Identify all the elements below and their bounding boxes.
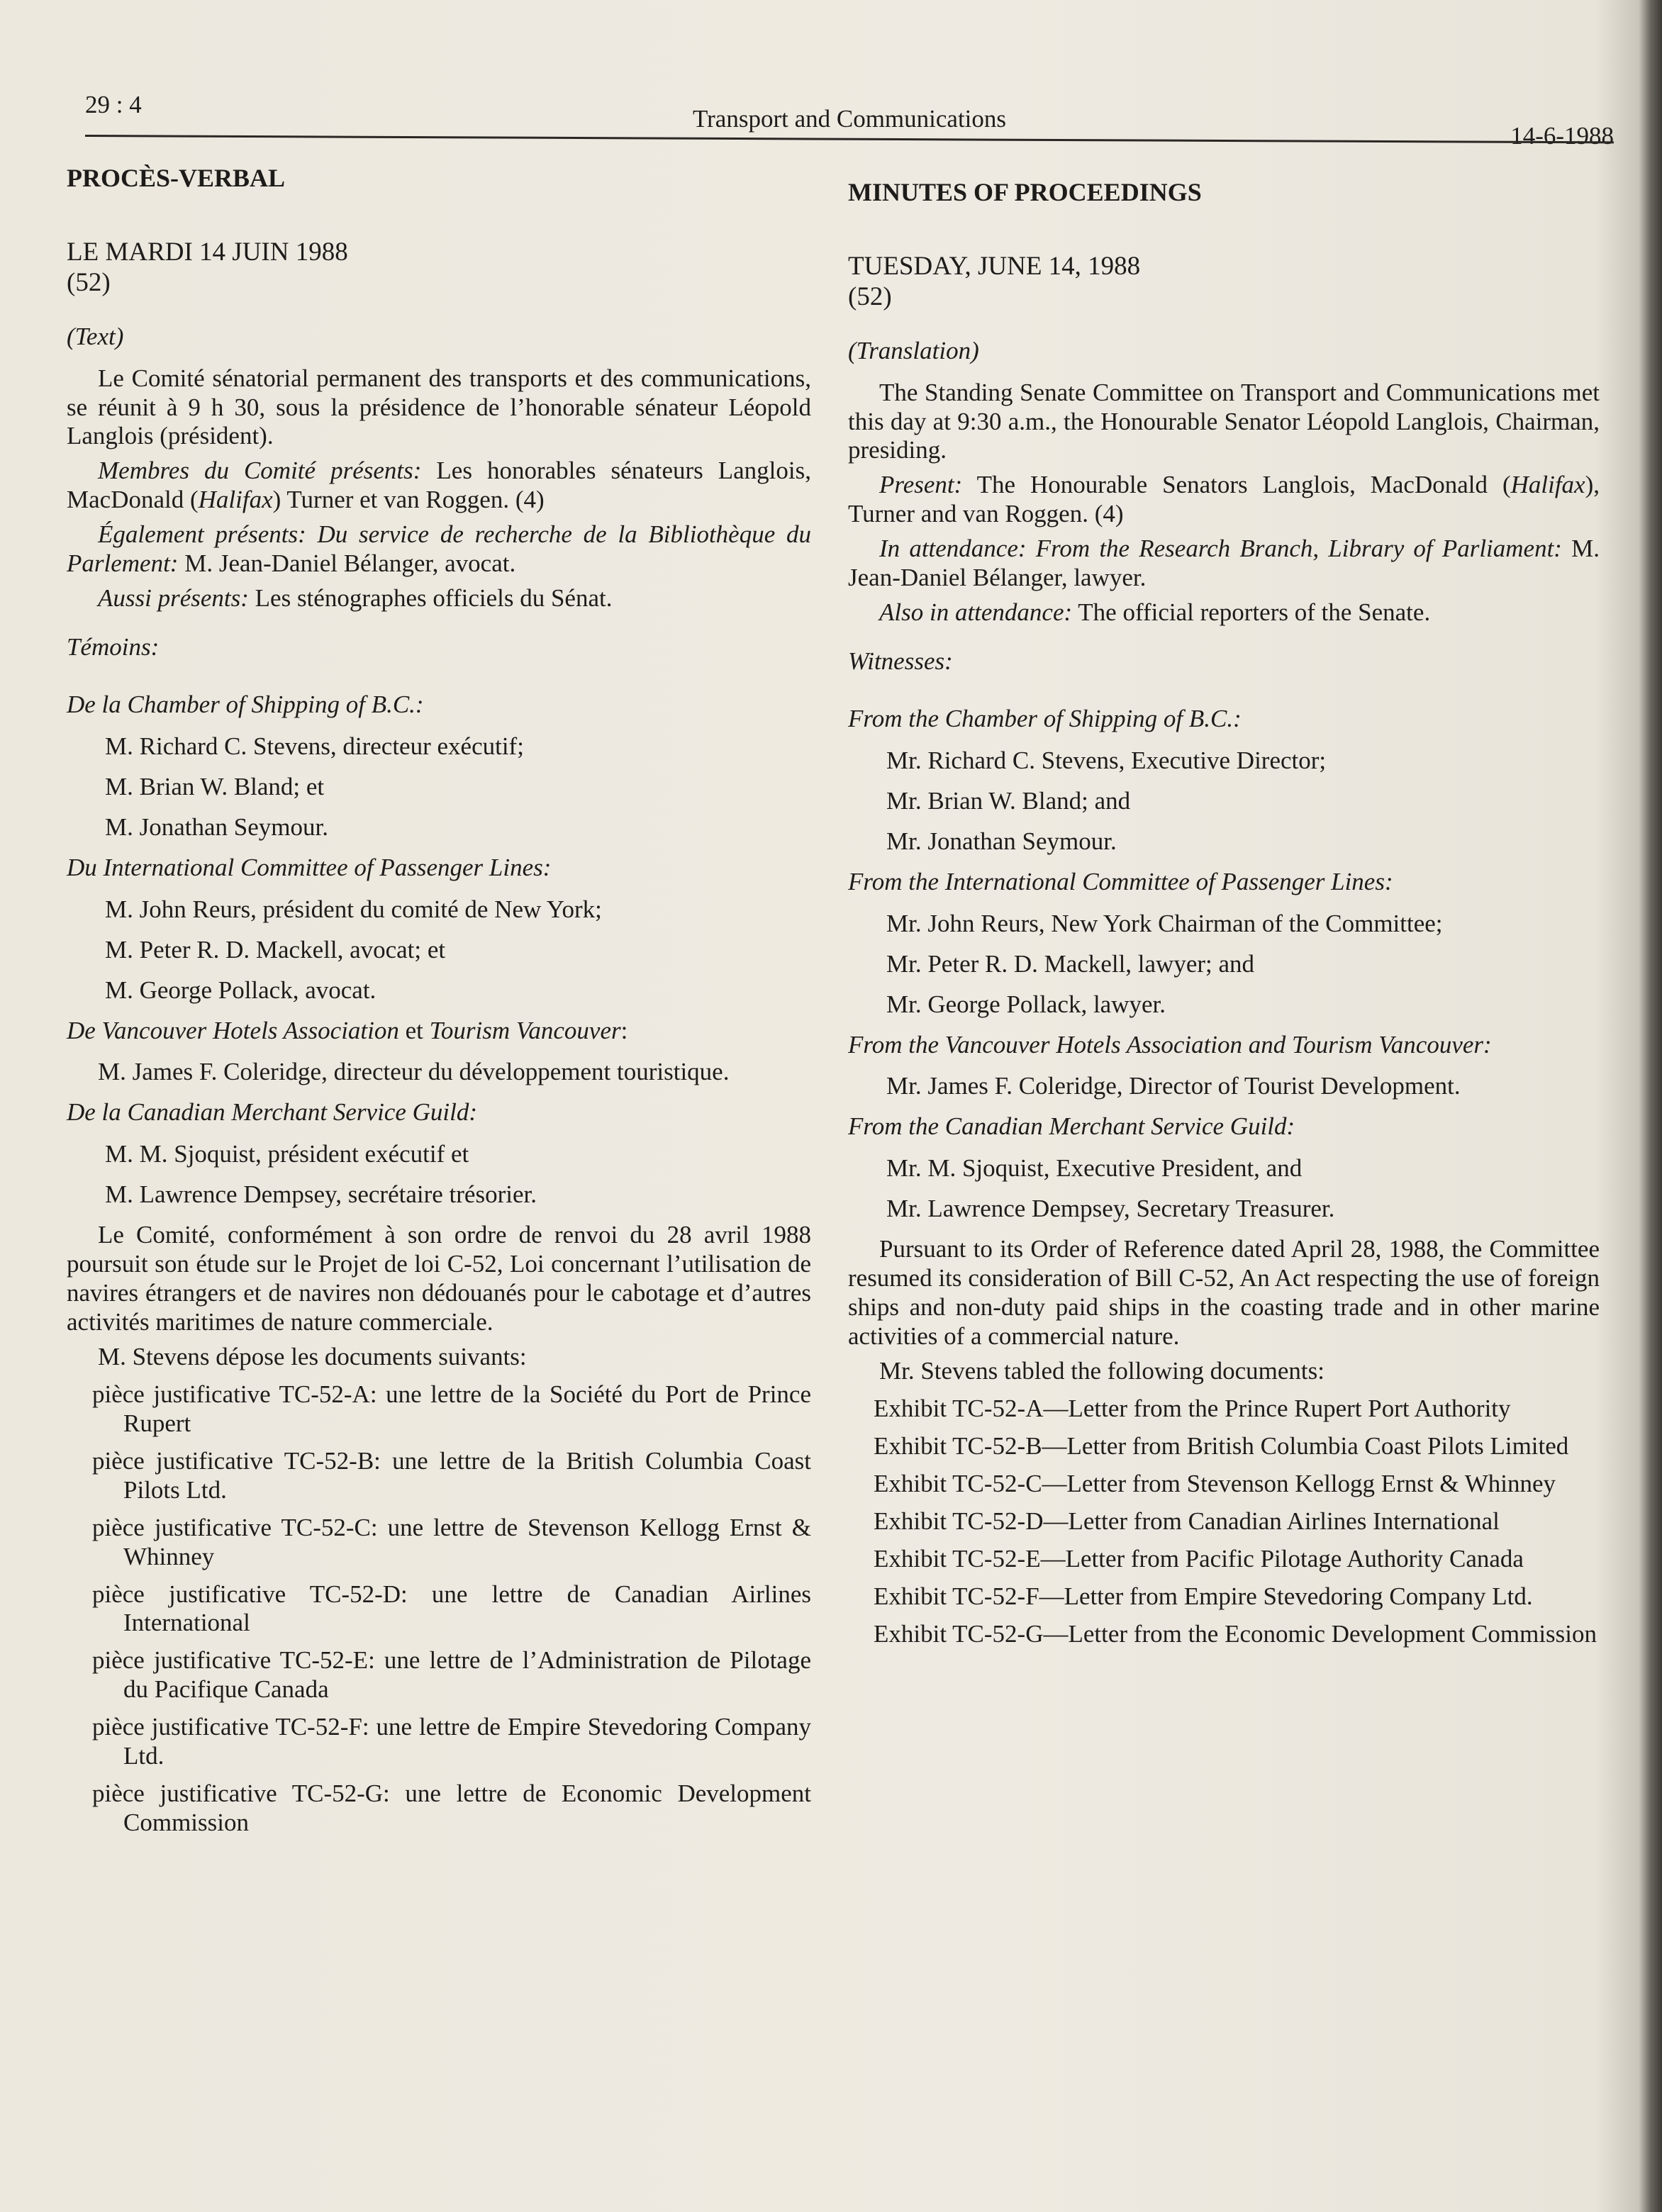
- english-group-title: From the Vancouver Hotels Association and Tourism Vancouver:: [848, 1030, 1492, 1058]
- english-present: Present: The Honourable Senators Langlois, MacDonald (Halifax), Turner and van Roggen. (4): [848, 471, 1600, 528]
- french-witness: M. M. Sjoquist, président exécutif et: [105, 1140, 469, 1168]
- french-members-label: Membres du Comité présents:: [98, 457, 422, 485]
- french-reference: Le Comité, conformément à son ordre de renvoi du 28 avril 1988 poursuit son étude sur le Projet de loi C-52, Loi concernant l’utilisation de navires étrangers et de navires non dédouanés pour le cabotage et d’autres activités maritimes de nature commerciale.: [67, 1221, 811, 1336]
- french-also-present: Également présents: Du service de recherche de la Bibliothèque du Parlement: M. Jean-Daniel Bélanger, avocat.: [67, 520, 811, 578]
- english-witness: Mr. James F. Coleridge, Director of Tourist Development.: [886, 1072, 1461, 1100]
- french-intro: Le Comité sénatorial permanent des transports et des communications, se réunit à 9 h 30, sous la présidence de l’honorable sénateur Léopold Langlois (président).: [67, 364, 811, 450]
- french-witness: M. Brian W. Bland; et: [105, 772, 325, 800]
- english-witness: Mr. M. Sjoquist, Executive President, and: [886, 1154, 1303, 1183]
- english-tabled: Mr. Stevens tabled the following documents:: [879, 1356, 1324, 1385]
- french-sitting: (52): [67, 268, 111, 298]
- french-aussi-present: Aussi présents: Les sténographes officiels du Sénat.: [98, 584, 613, 613]
- page-number: 29 : 4: [85, 91, 142, 118]
- english-exhibit: Exhibit TC-52-D—Letter from Canadian Airlines International: [874, 1507, 1500, 1535]
- page-header: [85, 91, 1614, 150]
- english-witnesses-label: Witnesses:: [848, 647, 953, 676]
- french-heading: PROCÈS-VERBAL: [67, 164, 286, 192]
- english-date-line: TUESDAY, JUNE 14, 1988: [848, 252, 1141, 281]
- english-witness: Mr. Peter R. D. Mackell, lawyer; and: [886, 949, 1255, 978]
- english-attendance: In attendance: From the Research Branch, Library of Parliament: M. Jean-Daniel Bélanger, lawyer.: [848, 535, 1600, 592]
- french-witness: M. Peter R. D. Mackell, avocat; et: [105, 935, 446, 963]
- french-witness: M. Jonathan Seymour.: [105, 812, 328, 841]
- french-text-mark: (Text): [67, 322, 124, 350]
- english-exhibit: Exhibit TC-52-C—Letter from Stevenson Kellogg Ernst & Whinney: [874, 1469, 1556, 1497]
- french-exhibit: pièce justificative TC-52-A: une lettre de la Société du Port de Prince Rupert: [92, 1380, 811, 1437]
- french-witness: M. John Reurs, président du comité de New York;: [105, 895, 602, 923]
- french-members: Membres du Comité présents: Les honorables sénateurs Langlois, MacDonald (Halifax) Turner et van Roggen. (4): [67, 457, 811, 514]
- french-group-title: De la Canadian Merchant Service Guild:: [67, 1098, 477, 1127]
- english-exhibit: Exhibit TC-52-F—Letter from Empire Stevedoring Company Ltd.: [874, 1582, 1533, 1610]
- french-column: [67, 163, 811, 1846]
- english-group-title: From the Canadian Merchant Service Guild:: [848, 1112, 1295, 1141]
- english-group-title: From the Chamber of Shipping of B.C.:: [848, 705, 1242, 733]
- english-exhibit: Exhibit TC-52-A—Letter from the Prince Rupert Port Authority: [874, 1394, 1511, 1422]
- english-exhibit: Exhibit TC-52-G—Letter from the Economic Development Commission: [874, 1619, 1597, 1648]
- english-exhibit: Exhibit TC-52-E—Letter from Pacific Pilotage Authority Canada: [874, 1544, 1524, 1573]
- english-reference: Pursuant to its Order of Reference dated April 28, 1988, the Committee resumed its consideration of Bill C-52, An Act respecting the use of foreign ships and non-duty paid ships in the coasting trade and in other marine activities of a commercial nature.: [848, 1235, 1600, 1351]
- french-date-line: LE MARDI 14 JUIN 1988: [67, 238, 348, 267]
- english-translation-mark: (Translation): [848, 336, 979, 364]
- french-group-title: Du International Committee of Passenger Lines:: [67, 853, 552, 881]
- english-exhibit: Exhibit TC-52-B—Letter from British Columbia Coast Pilots Limited: [874, 1431, 1569, 1460]
- english-witness: Mr. George Pollack, lawyer.: [886, 990, 1166, 1018]
- english-intro: The Standing Senate Committee on Transport and Communications met this day at 9:30 a.m., the Honourable Senator Léopold Langlois, Chairman, presiding.: [848, 378, 1600, 464]
- french-exhibit: pièce justificative TC-52-C: une lettre de Stevenson Kellogg Ernst & Whinney: [92, 1513, 811, 1570]
- french-group-title: De la Chamber of Shipping of B.C.:: [67, 691, 424, 719]
- english-witness: Mr. Lawrence Dempsey, Secretary Treasurer.: [886, 1195, 1335, 1223]
- french-group-title: De Vancouver Hotels Association et Tourism Vancouver:: [67, 1016, 628, 1044]
- header-date: 14-6-1988: [1510, 122, 1614, 150]
- french-witnesses-label: Témoins:: [67, 633, 160, 661]
- french-exhibit: pièce justificative TC-52-D: une lettre de Canadian Airlines International: [92, 1580, 811, 1637]
- english-witness: Mr. Richard C. Stevens, Executive Director;: [886, 746, 1327, 774]
- french-tabled: M. Stevens dépose les documents suivants:: [98, 1342, 527, 1370]
- english-heading: MINUTES OF PROCEEDINGS: [848, 178, 1202, 206]
- header-rule: [85, 135, 1614, 143]
- french-exhibit: pièce justificative TC-52-F: une lettre de Empire Stevedoring Company Ltd.: [92, 1713, 811, 1770]
- english-witness: Mr. Jonathan Seymour.: [886, 827, 1117, 855]
- english-group-title: From the International Committee of Passenger Lines:: [848, 867, 1393, 895]
- running-title: Transport and Communications: [692, 105, 1007, 133]
- french-witness: M. George Pollack, avocat.: [105, 976, 377, 1004]
- french-exhibit: pièce justificative TC-52-G: une lettre de Economic Development Commission: [92, 1780, 811, 1837]
- french-witness: M. Richard C. Stevens, directeur exécutif;: [105, 732, 524, 760]
- french-exhibit: pièce justificative TC-52-B: une lettre de la British Columbia Coast Pilots Ltd.: [92, 1446, 811, 1504]
- english-sitting: (52): [848, 282, 892, 312]
- french-witness: M. James F. Coleridge, directeur du développement touristique.: [98, 1058, 730, 1086]
- french-witness: M. Lawrence Dempsey, secrétaire trésorier.: [105, 1180, 537, 1209]
- english-witness: Mr. Brian W. Bland; and: [886, 786, 1131, 815]
- french-exhibit: pièce justificative TC-52-E: une lettre de l’Administration de Pilotage du Pacifique Canada: [92, 1646, 811, 1704]
- english-also-attendance: Also in attendance: The official reporters of the Senate.: [879, 598, 1431, 627]
- english-witness: Mr. John Reurs, New York Chairman of the Committee;: [886, 909, 1443, 937]
- english-column: [848, 177, 1600, 1657]
